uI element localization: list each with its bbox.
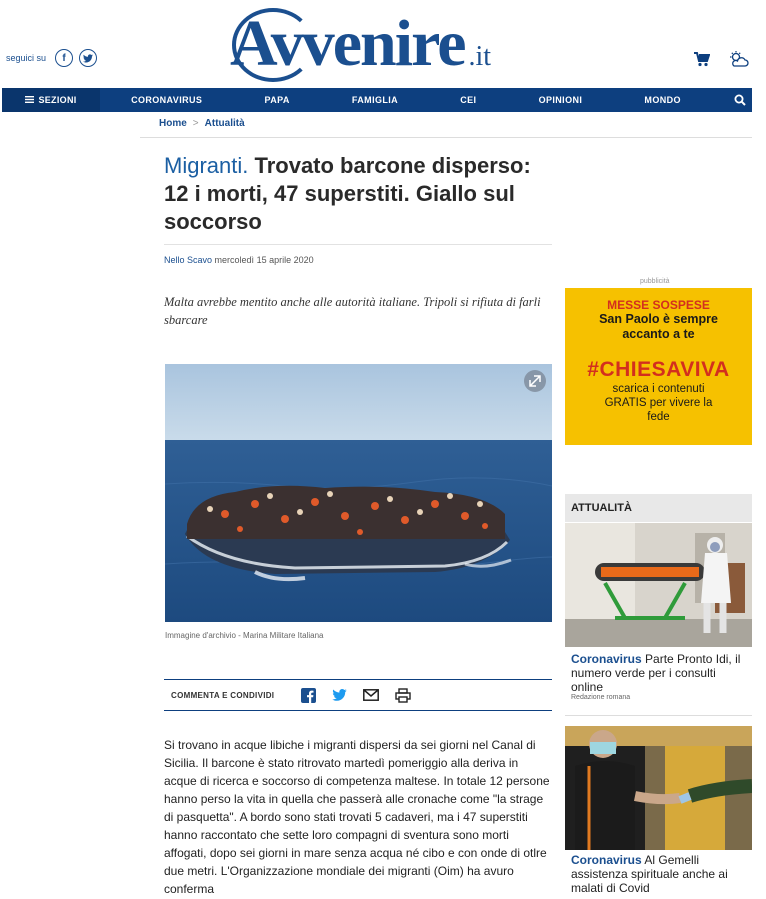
facebook-share-icon[interactable] [301, 688, 316, 703]
ad-line3: scarica i contenuti GRATIS per vivere la fede [604, 383, 713, 423]
sidebar-divider [565, 715, 752, 716]
logo-word: Avvenire [230, 7, 465, 80]
sidebar-item-2-image[interactable] [565, 726, 752, 850]
article-author[interactable]: Nello Scavo [164, 255, 213, 265]
article-summary: Malta avrebbe mentito anche alle autorità italiane. Tripoli si rifiuta di farli sbarcare [164, 295, 541, 327]
sidebar-item-1-kicker: Coronavirus [571, 652, 642, 666]
nav-item-opinioni[interactable]: OPINIONI [538, 95, 583, 105]
mail-icon[interactable] [363, 689, 379, 701]
breadcrumb-section[interactable]: Attualità [204, 118, 245, 129]
menu-icon [25, 95, 34, 105]
social-follow [6, 49, 97, 67]
facebook-icon[interactable]: f [55, 49, 73, 67]
sidebar-item-1-image[interactable] [565, 523, 752, 647]
article-body: Si trovano in acque libiche i migranti dispersi da sei giorni nel Canal di Sicilia. Il barcone è stato ritrovato martedì pomeriggio alla deriva in acque di ricerca e soccorso di competenza maltese. In totale 12 persone hanno perso la vita in quella che passerà alle cronache come "la strage di pasquetta". A bordo sono stati trovati 5 cadaveri, ma i 47 superstiti hanno raccontato che sette loro compagni di sventura sono morti affogati, dopo sei giorni in mare senza acqua né cibo e con onde di otlre due metri. L'Organizzazione mondiale dei migranti (Oim) ha avuro conferma [164, 738, 550, 896]
breadcrumb [159, 118, 245, 129]
cart-icon[interactable] [694, 52, 710, 72]
sidebar-item-2-title[interactable] [571, 853, 749, 895]
ad-line1: MESSE SOSPESE [607, 298, 710, 312]
sidebar-item-2-headline: Al Gemelli assistenza spirituale anche ai malati di Covid [571, 853, 728, 895]
main-nav [2, 88, 752, 112]
site-logo[interactable] [230, 4, 491, 84]
breadcrumb-divider [140, 137, 752, 138]
sidebar-item-1-byline: Redazione romana [571, 694, 631, 701]
article-kicker: Migranti. [164, 153, 249, 178]
sections-label: SEZIONI [38, 95, 77, 105]
nav-item-cei[interactable]: CEI [460, 95, 477, 105]
article-title [164, 152, 559, 236]
ad-line2: San Paolo è sempre accanto a te [599, 312, 718, 341]
expand-icon[interactable] [524, 370, 546, 392]
search-icon[interactable] [734, 93, 746, 111]
sidebar-section-title[interactable]: ATTUALITÀ [565, 494, 752, 522]
site-header [0, 0, 766, 88]
weather-icon[interactable] [728, 50, 750, 73]
nav-items [100, 95, 752, 105]
follow-label: seguici su [6, 53, 47, 63]
article-byline [164, 255, 314, 265]
article-date: mercoledì 15 aprile 2020 [214, 255, 314, 265]
share-bar [164, 679, 552, 711]
breadcrumb-separator: > [192, 118, 199, 129]
twitter-icon[interactable] [79, 49, 97, 67]
sidebar-item-1-title[interactable] [571, 652, 749, 694]
title-divider [164, 244, 552, 245]
sidebar-item-2-kicker: Coronavirus [571, 853, 642, 867]
nav-item-papa[interactable]: PAPA [264, 95, 290, 105]
nav-item-famiglia[interactable]: FAMIGLIA [351, 95, 399, 105]
nav-item-coronavirus[interactable]: CORONAVIRUS [131, 95, 203, 105]
share-label: COMMENTA E CONDIVIDI [171, 690, 275, 700]
nav-item-mondo[interactable]: MONDO [644, 95, 681, 105]
article-photo[interactable] [165, 364, 552, 622]
sections-menu-button[interactable] [2, 88, 100, 112]
photo-caption: Immagine d'archivio - Marina Militare Italiana [165, 631, 324, 640]
print-icon[interactable] [395, 688, 411, 703]
breadcrumb-home[interactable]: Home [159, 118, 187, 129]
ad-label: pubblicità [640, 278, 670, 285]
article-headline: Trovato barcone disperso: 12 i morti, 47 superstiti. Giallo sul soccorso [164, 153, 531, 234]
ad-hashtag: #CHIESAVIVA [587, 358, 730, 381]
sidebar-item-1-headline: Parte Pronto Idi, il numero verde per i consulti online [571, 652, 741, 694]
twitter-share-icon[interactable] [332, 689, 347, 701]
header-icons [694, 50, 750, 73]
ad-banner[interactable] [565, 288, 752, 445]
logo-ext: .it [468, 41, 492, 72]
